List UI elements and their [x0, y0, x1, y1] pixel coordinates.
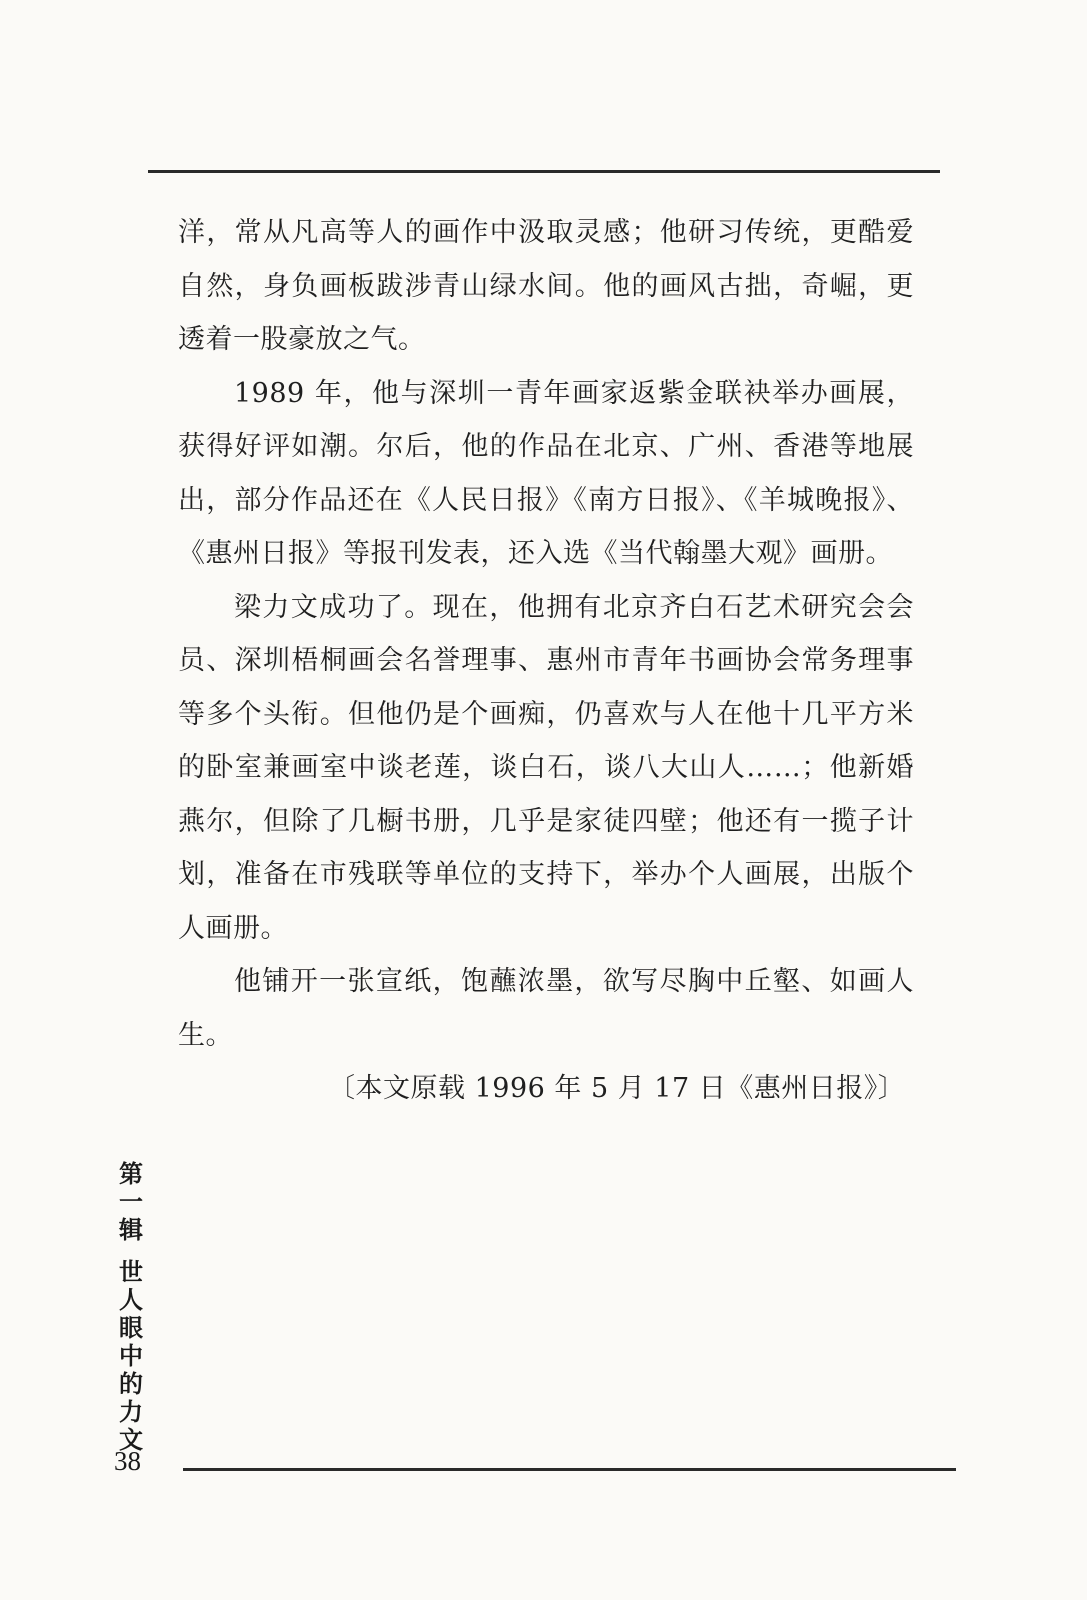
article-body — [178, 206, 914, 1116]
paragraph-exhibition: 1989 年，他与深圳一青年画家返紫金联袂举办画展，获得好评如潮。尔后，他的作品在北京、广州、香港等地展出，部分作品还在《人民日报》《南方日报》、《羊城晚报》、《惠州日报》等报刊发表，还入选《当代翰墨大观》画册。 — [178, 377, 914, 569]
section-side-label — [116, 1160, 146, 1454]
header-rule — [148, 170, 940, 173]
page-number: 38 — [114, 1446, 141, 1476]
side-label-char: 眼 — [119, 1314, 143, 1342]
side-label-char: 世 — [119, 1258, 143, 1286]
side-label-char: 中 — [119, 1342, 143, 1370]
side-label-char: 力 — [119, 1398, 143, 1426]
side-label-char: 文 — [119, 1426, 143, 1454]
side-label-char: 的 — [119, 1370, 143, 1398]
side-label-char: 第 — [119, 1160, 143, 1188]
source-note: 〔本文原载 1996 年 5 月 17 日《惠州日报》〕 — [328, 1073, 906, 1104]
footer-rule — [183, 1468, 956, 1471]
side-label-char: 人 — [119, 1286, 143, 1314]
side-label-char: 一 — [119, 1188, 143, 1216]
paragraph-closing: 他铺开一张宣纸，饱蘸浓墨，欲写尽胸中丘壑、如画人生。 — [178, 966, 914, 1051]
section-label — [116, 1258, 146, 1454]
part-label — [116, 1160, 146, 1244]
paragraph-success: 梁力文成功了。现在，他拥有北京齐白石艺术研究会会员、深圳梧桐画会名誉理事、惠州市青年书画协会常务理事等多个头衔。但他仍是个画痴，仍喜欢与人在他十几平方米的卧室兼画室中谈老莲，谈白石，谈八大山人……；他新婚燕尔，但除了几橱书册，几乎是家徒四壁；他还有一揽子计划，准备在市残联等单位的支持下，举办个人画展，出版个人画册。 — [178, 591, 914, 944]
side-label-char: 辑 — [119, 1216, 143, 1244]
paragraph-continued: 洋，常从凡高等人的画作中汲取灵感；他研习传统，更酷爱自然，身负画板跋涉青山绿水间。他的画风古拙，奇崛，更透着一股豪放之气。 — [178, 217, 914, 355]
